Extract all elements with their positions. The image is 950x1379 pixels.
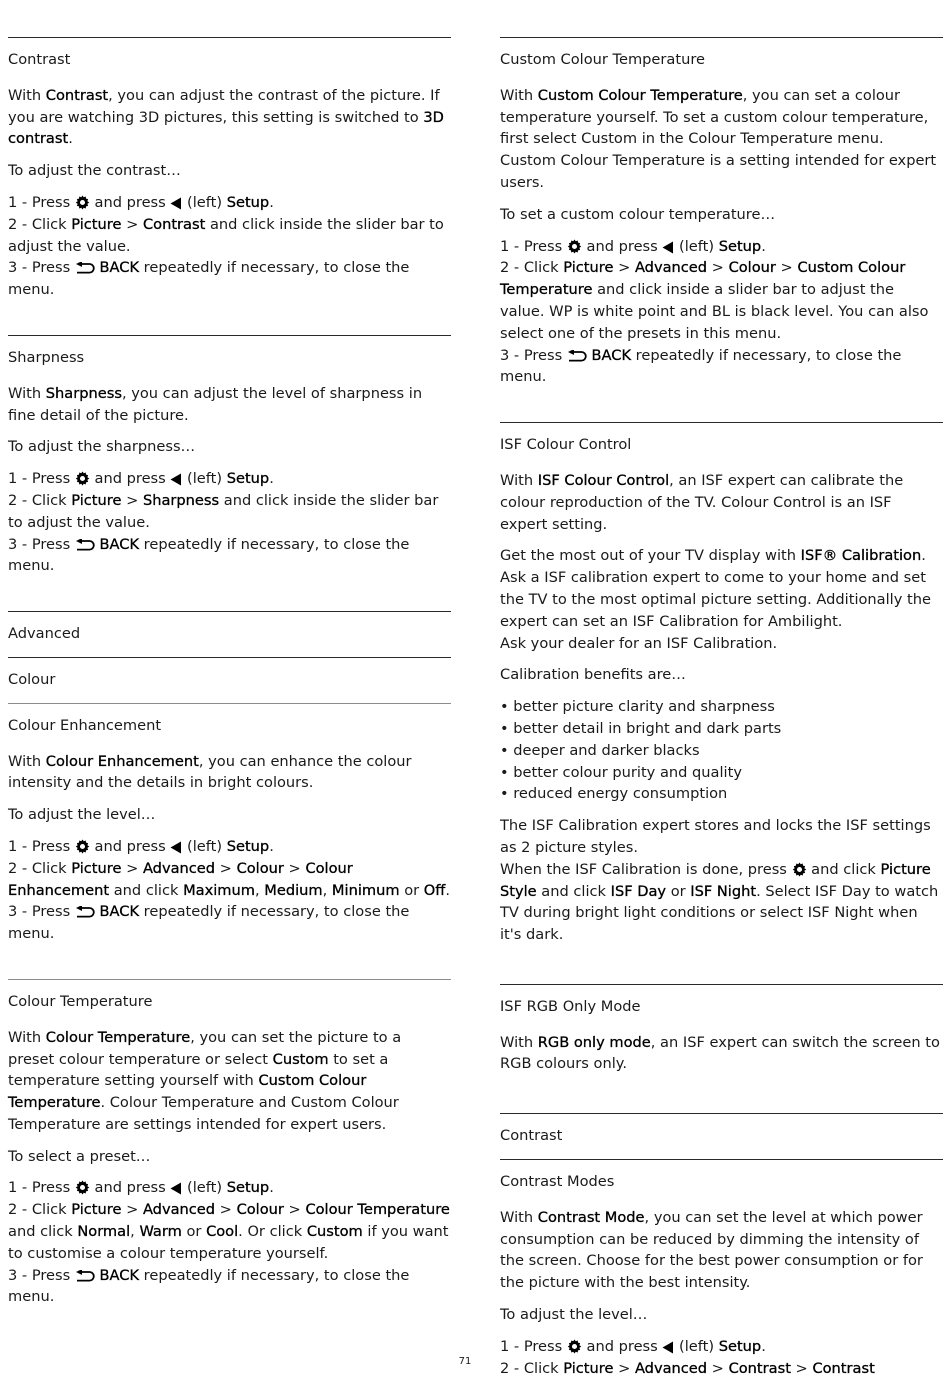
step-2: 2 - Click Picture > Advanced > Colour > Custom Colour Temperature and click inside a slider bar to adjust the value. WP is white point and BL is black level. You can also select one of the presets in this menu. <box>500 259 929 342</box>
list-item: • reduced energy consumption <box>500 783 943 805</box>
colour-temperature-steps <box>8 1177 451 1308</box>
section-divider <box>8 335 451 336</box>
calibration-benefits-intro: Calibration benefits are… <box>500 666 686 684</box>
contrast-modes-description: With Contrast Mode, you can set the level at which power consumption can be reduced by dimming the intensity of the screen. Choose for the best power consumption or for the picture with the best intensity. <box>500 1208 923 1292</box>
left-arrow-icon <box>170 194 182 211</box>
contrast-intro: To adjust the contrast… <box>8 162 181 180</box>
left-arrow-icon <box>662 238 674 255</box>
step-2: 2 - Click Picture > Advanced > Colour > Colour Enhancement and click Maximum, Medium, Minimum or Off. <box>8 859 450 899</box>
colour-temperature-heading: Colour Temperature <box>8 992 153 1010</box>
isf-rgb-description: With RGB only mode, an ISF expert can switch the screen to RGB colours only. <box>500 1033 940 1073</box>
contrast-description: With Contrast, you can adjust the contrast of the picture. If you are watching 3D pictures, this setting is switched to 3D contrast. <box>8 86 444 148</box>
step-1: 1 - Press and press (left) Setup. <box>8 1179 274 1197</box>
back-arrow-icon <box>75 536 95 553</box>
section-divider <box>500 37 943 38</box>
back-arrow-icon <box>75 259 95 276</box>
list-item: • better detail in bright and dark parts <box>500 718 943 740</box>
step-3: 3 - Press BACK repeatedly if necessary, to close the menu. <box>8 535 410 575</box>
settings-gear-icon <box>567 238 582 255</box>
colour-enhancement-steps <box>8 836 451 945</box>
sharpness-steps <box>8 468 451 577</box>
colour-heading: Colour <box>8 670 56 688</box>
left-arrow-icon <box>170 1179 182 1196</box>
section-divider <box>8 657 451 658</box>
section-divider <box>500 422 943 423</box>
contrast-modes-heading: Contrast Modes <box>500 1173 615 1191</box>
settings-gear-icon <box>75 470 90 487</box>
step-1: 1 - Press and press (left) Setup. <box>500 237 766 255</box>
section-divider <box>8 611 451 612</box>
isf-rgb-heading: ISF RGB Only Mode <box>500 997 641 1015</box>
sharpness-intro: To adjust the sharpness… <box>8 438 196 456</box>
section-divider <box>8 703 451 704</box>
step-3: 3 - Press BACK repeatedly if necessary, to close the menu. <box>500 346 902 386</box>
contrast-steps <box>8 192 451 301</box>
custom-colour-temperature-description: With Custom Colour Temperature, you can set a colour temperature yourself. To set a custom colour temperature, first select Custom in the Colour Temperature menu. Custom Colour Temperature is a setting intended for expert users. <box>500 86 937 191</box>
settings-gear-icon <box>75 838 90 855</box>
custom-colour-temperature-intro: To set a custom colour temperature… <box>500 205 776 223</box>
section-divider <box>500 1159 943 1160</box>
colour-temperature-description: With Colour Temperature, you can set the picture to a preset colour temperature or select Custom to set a temperature setting yourself with Custom Colour Temperature. Colour Temperature and Custom Colour Temperature are settings intended for expert users. <box>8 1028 402 1133</box>
left-arrow-icon <box>170 838 182 855</box>
custom-colour-temperature-steps <box>500 236 943 389</box>
left-arrow-icon <box>170 470 182 487</box>
contrast-group-heading: Contrast <box>500 1127 563 1145</box>
step-1: 1 - Press and press (left) Setup. <box>500 1337 766 1355</box>
isf-calibration-paragraph: Get the most out of your TV display with ISF® Calibration. Ask a ISF calibration expert to come to your home and set the TV to the most optimal picture setting. Additionally the expert can set an ISF Calibration for Ambilight. Ask your dealer for an ISF Calibration. <box>500 547 931 652</box>
sharpness-description: With Sharpness, you can adjust the level of sharpness in fine detail of the picture. <box>8 384 423 424</box>
colour-enhancement-description: With Colour Enhancement, you can enhance the colour intensity and the details in bright colours. <box>8 752 412 792</box>
section-divider <box>8 979 451 980</box>
settings-gear-icon <box>792 861 807 878</box>
isf-colour-control-description: With ISF Colour Control, an ISF expert can calibrate the colour reproduction of the TV. Colour Control is an ISF expert setting. <box>500 471 904 533</box>
settings-gear-icon <box>75 1179 90 1196</box>
list-item: • deeper and darker blacks <box>500 740 943 762</box>
step-2: 2 - Click Picture > Advanced > Contrast > Contrast <box>500 1359 875 1377</box>
back-arrow-icon <box>75 903 95 920</box>
colour-enhancement-heading: Colour Enhancement <box>8 716 162 734</box>
section-divider <box>8 37 451 38</box>
step-2: 2 - Click Picture > Advanced > Colour > Colour Temperature and click Normal, Warm or Cool. Or click Custom if you want to customise a colour temperature yourself. <box>8 1201 450 1262</box>
page-number: 71 <box>458 1356 472 1367</box>
right-column <box>500 37 943 1379</box>
back-arrow-icon <box>567 347 587 364</box>
colour-enhancement-intro: To adjust the level… <box>8 806 156 824</box>
custom-colour-temperature-heading: Custom Colour Temperature <box>500 51 705 68</box>
list-item: • better picture clarity and sharpness <box>500 696 943 718</box>
step-1: 1 - Press and press (left) Setup. <box>8 837 274 855</box>
sharpness-heading: Sharpness <box>8 348 85 366</box>
contrast-modes-intro: To adjust the level… <box>500 1306 648 1324</box>
advanced-heading: Advanced <box>8 625 81 643</box>
step-3: 3 - Press BACK repeatedly if necessary, to close the menu. <box>8 259 410 299</box>
contrast-heading: Contrast <box>8 51 71 68</box>
step-3: 3 - Press BACK repeatedly if necessary, to close the menu. <box>8 1266 410 1306</box>
settings-gear-icon <box>75 194 90 211</box>
step-1: 1 - Press and press (left) Setup. <box>8 193 274 211</box>
section-divider <box>500 984 943 985</box>
isf-colour-control-heading: ISF Colour Control <box>500 436 632 454</box>
section-divider <box>500 1113 943 1114</box>
colour-temperature-intro: To select a preset… <box>8 1147 151 1165</box>
step-2: 2 - Click Picture > Contrast and click inside the slider bar to adjust the value. <box>8 215 444 255</box>
isf-picture-styles-paragraph: The ISF Calibration expert stores and locks the ISF settings as 2 picture styles. When the ISF Calibration is done, press and click Picture Style and click ISF Day or ISF Night. Select ISF Day to watch TV during bright light conditions or select ISF Night when it's dark. <box>500 817 939 944</box>
calibration-benefits-list <box>500 696 943 805</box>
step-2: 2 - Click Picture > Sharpness and click inside the slider bar to adjust the value. <box>8 491 439 531</box>
list-item: • better colour purity and quality <box>500 762 943 784</box>
left-column <box>8 37 451 1308</box>
step-1: 1 - Press and press (left) Setup. <box>8 470 274 488</box>
step-3: 3 - Press BACK repeatedly if necessary, to close the menu. <box>8 903 410 943</box>
back-arrow-icon <box>75 1267 95 1284</box>
